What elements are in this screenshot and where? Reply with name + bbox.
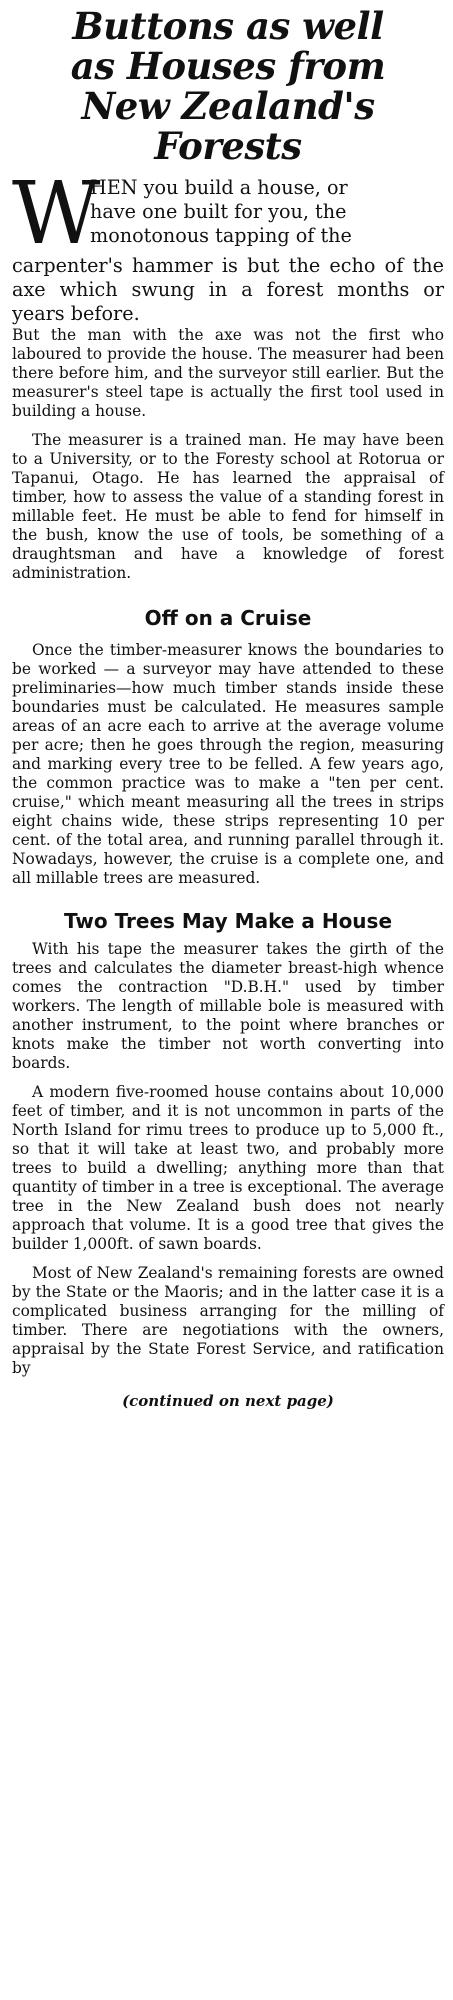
paragraph: Most of New Zealand's remaining forests are owned by the State or the Maoris; and in the latter case it is a complicated business arranging for the milling of timber. There are negotiations with the owners, appraisal by the State Forest Service, and ratification by bbox=[12, 1264, 444, 1377]
title-line: as Houses from bbox=[70, 44, 386, 88]
title-line: Forests bbox=[154, 124, 302, 168]
section-heading: Off on a Cruise bbox=[144, 606, 312, 630]
intro-dropcap-block bbox=[12, 164, 444, 264]
title-line: Buttons as well bbox=[72, 4, 384, 48]
intro-continuation: carpenter's hammer is but the echo of the axe which swung in a forest months or years before. bbox=[12, 254, 444, 325]
paragraph: The measurer is a trained man. He may have been to a University, or to the Foresty school at Rotorua or Tapanui, Otago. He has learned the appraisal of timber, how to assess the value of a standing forest in millable feet. He must be able to fend for himself in the bush, know the use of tools, be something of a draughtsman and have a knowledge of forest administration. bbox=[12, 431, 444, 582]
intro-section bbox=[12, 164, 444, 326]
section-heading: Two Trees May Make a House bbox=[63, 909, 393, 933]
paragraph: A modern five-roomed house contains about 10,000 feet of timber, and it is not uncommon in parts of the North Island for rimu trees to produce up to 5,000 ft., so that it will take at least two, and probably more trees to build a dwelling; anything more than that quantity of timber in a tree is exceptional. The average tree in the New Zealand bush does not nearly approach that volume. It is a good tree that gives the builder 1,000ft. of sawn boards. bbox=[12, 1083, 444, 1253]
intro-line: monotonous tapping of the bbox=[90, 224, 352, 247]
intro-line: have one built for you, the bbox=[90, 200, 347, 223]
drop-cap: W bbox=[12, 164, 101, 264]
title-line: New Zealand's bbox=[81, 84, 375, 128]
paragraph: With his tape the measurer takes the girth of the trees and calculates the diameter breast-high whence comes the contraction "D.B.H." used by timber workers. The length of millable bole is measured with another instrument, to the point where branches or knots make the timber not worth converting into boards. bbox=[12, 940, 444, 1072]
article-title bbox=[12, 6, 444, 166]
intro-line: HEN you build a house, or bbox=[90, 176, 348, 199]
continued-note: (continued on next page) bbox=[122, 1392, 334, 1410]
paragraph: But the man with the axe was not the first who laboured to provide the house. The measurer had been there before him, and the surveyor still earlier. But the measurer's steel tape is actually the first tool used in building a house. bbox=[12, 326, 444, 420]
paragraph: Once the timber-measurer knows the boundaries to be worked — a surveyor may have attended to these preliminaries—how much timber stands inside these boundaries must be calculated. He measures sample areas of an acre each to arrive at the average volume per acre; then he goes through the region, measuring and marking every tree to be felled. A few years ago, the common practice was to make a "ten per cent. cruise," which meant measuring all the trees in strips eight chains wide, these strips representing 10 per cent. of the total area, and running parallel through it. Nowadays, however, the cruise is a complete one, and all millable trees are measured. bbox=[12, 641, 444, 887]
